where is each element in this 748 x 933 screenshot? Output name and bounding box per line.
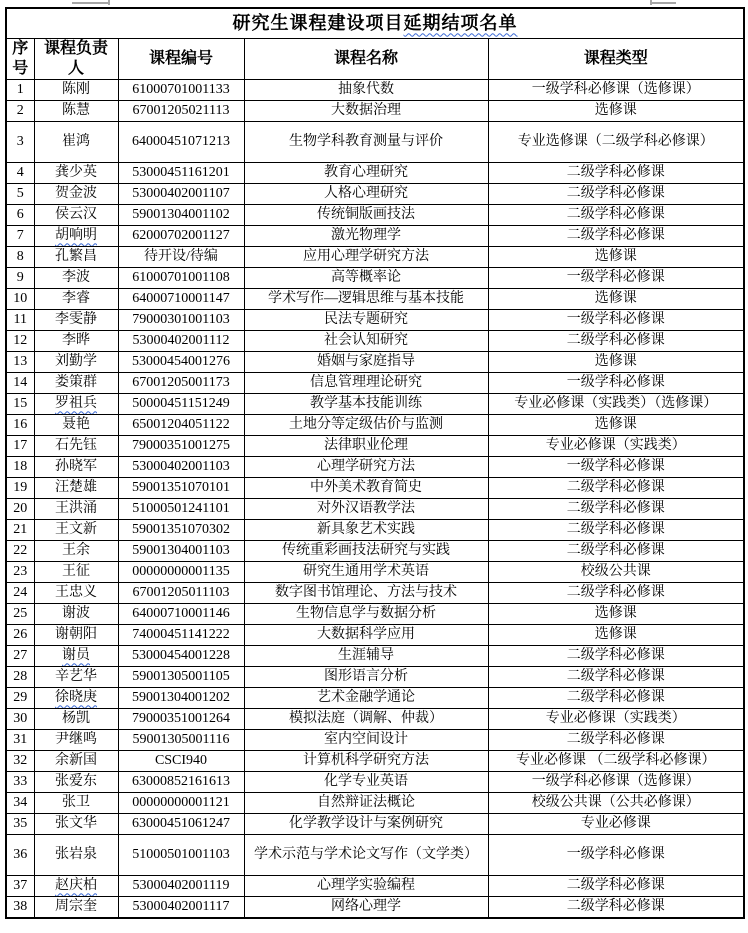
table-title [6, 8, 744, 39]
table-row [6, 457, 744, 478]
code-cell: 59001305001116 [118, 730, 244, 751]
table-row [6, 289, 744, 310]
course-name-cell: 计算机科学研究方法 [244, 751, 488, 772]
row-number-cell: 21 [6, 520, 34, 541]
leader-cell: 王征 [34, 562, 118, 583]
course-type-cell: 二级学科必修课 [488, 184, 744, 205]
leader-cell: 张爱东 [34, 772, 118, 793]
row-number-cell: 38 [6, 897, 34, 919]
code-cell: 53000454001228 [118, 646, 244, 667]
course-name-cell: 化学专业英语 [244, 772, 488, 793]
leader-cell: 刘勤学 [34, 352, 118, 373]
course-type-cell: 二级学科必修课 [488, 478, 744, 499]
row-number-cell: 7 [6, 226, 34, 247]
leader-cell: 侯云汉 [34, 205, 118, 226]
course-type-cell: 专业必修课（实践类）（选修课） [488, 394, 744, 415]
code-cell: 59001304001202 [118, 688, 244, 709]
table-row [6, 394, 744, 415]
leader-cell [34, 226, 118, 247]
course-name-cell: 生物学科教育测量与评价 [244, 122, 488, 163]
leader-cell [34, 646, 118, 667]
leader-cell: 张岩泉 [34, 835, 118, 876]
code-cell: 59001304001103 [118, 541, 244, 562]
course-name-cell: 生物信息学与数据分析 [244, 604, 488, 625]
leader-cell: 李晔 [34, 331, 118, 352]
row-number-cell: 23 [6, 562, 34, 583]
code-cell: 64000710001147 [118, 289, 244, 310]
course-name-cell: 生涯辅导 [244, 646, 488, 667]
course-name-cell: 法律职业伦理 [244, 436, 488, 457]
row-number-cell: 5 [6, 184, 34, 205]
code-cell: 59001351070302 [118, 520, 244, 541]
code-cell: 64000710001146 [118, 604, 244, 625]
leader-cell: 崔鸿 [34, 122, 118, 163]
leader-cell: 陈刚 [34, 80, 118, 101]
course-type-cell: 一级学科必修课 [488, 310, 744, 331]
leader-name-wavy: 徐晓庚 [55, 690, 97, 706]
leader-cell: 王忠义 [34, 583, 118, 604]
course-name-cell: 数字图书馆理论、方法与技术 [244, 583, 488, 604]
course-name-cell: 婚姻与家庭指导 [244, 352, 488, 373]
course-type-cell: 校级公共课 [488, 562, 744, 583]
leader-cell [34, 688, 118, 709]
course-name-cell: 抽象代数 [244, 80, 488, 101]
row-number-cell: 3 [6, 122, 34, 163]
course-type-cell: 专业必修课 [488, 814, 744, 835]
course-name-cell: 自然辩证法概论 [244, 793, 488, 814]
code-cell: 待开设/待编 [118, 247, 244, 268]
course-type-cell: 二级学科必修课 [488, 163, 744, 184]
table-row [6, 688, 744, 709]
column-header-code: 课程编号 [118, 39, 244, 80]
leader-cell: 贺金波 [34, 184, 118, 205]
code-cell: 51000501241101 [118, 499, 244, 520]
table-row [6, 205, 744, 226]
column-header-course-name: 课程名称 [244, 39, 488, 80]
course-name-cell: 教育心理研究 [244, 163, 488, 184]
table-row [6, 897, 744, 919]
table-body [6, 80, 744, 919]
row-number-cell: 9 [6, 268, 34, 289]
leader-cell: 龚少英 [34, 163, 118, 184]
table-row [6, 562, 744, 583]
course-name-cell: 学术示范与学术论文写作（文学类） [244, 835, 488, 876]
table-title-wavy-text: 延期结项名单 [403, 13, 518, 34]
row-number-cell: 37 [6, 876, 34, 897]
table-row [6, 268, 744, 289]
leader-cell: 王洪涌 [34, 499, 118, 520]
course-type-cell: 校级公共课（公共必修课） [488, 793, 744, 814]
code-cell: 53000402001117 [118, 897, 244, 919]
course-name-cell: 学术写作—逻辑思维与基本技能 [244, 289, 488, 310]
course-name-cell: 对外汉语教学法 [244, 499, 488, 520]
row-number-cell: 36 [6, 835, 34, 876]
course-type-cell: 二级学科必修课 [488, 646, 744, 667]
leader-name-wavy: 胡响明 [55, 228, 97, 244]
table-row [6, 772, 744, 793]
table-row [6, 667, 744, 688]
course-name-cell: 室内空间设计 [244, 730, 488, 751]
course-type-cell: 二级学科必修课 [488, 897, 744, 919]
course-name-cell: 网络心理学 [244, 897, 488, 919]
course-type-cell: 选修课 [488, 247, 744, 268]
leader-cell: 李波 [34, 268, 118, 289]
course-type-cell: 专业必修课（实践类） [488, 436, 744, 457]
row-number-cell: 28 [6, 667, 34, 688]
row-number-cell: 26 [6, 625, 34, 646]
row-number-cell: 18 [6, 457, 34, 478]
course-type-cell: 二级学科必修课 [488, 205, 744, 226]
table-row [6, 310, 744, 331]
course-name-cell: 新具象艺术实践 [244, 520, 488, 541]
code-cell: 53000454001276 [118, 352, 244, 373]
row-number-cell: 10 [6, 289, 34, 310]
course-name-cell: 教学基本技能训练 [244, 394, 488, 415]
leader-cell: 聂艳 [34, 415, 118, 436]
row-number-cell: 35 [6, 814, 34, 835]
table-row [6, 101, 744, 122]
course-name-cell: 应用心理学研究方法 [244, 247, 488, 268]
table-row [6, 499, 744, 520]
course-name-cell: 艺术金融学通论 [244, 688, 488, 709]
code-cell: 67001205001173 [118, 373, 244, 394]
course-type-cell: 选修课 [488, 415, 744, 436]
course-type-cell: 选修课 [488, 289, 744, 310]
table-row [6, 604, 744, 625]
row-number-cell: 20 [6, 499, 34, 520]
table-row [6, 709, 744, 730]
table-row [6, 478, 744, 499]
code-cell: CSCI940 [118, 751, 244, 772]
table-row [6, 415, 744, 436]
table-row [6, 436, 744, 457]
code-cell: 53000402001112 [118, 331, 244, 352]
leader-name-wavy: 罗祖兵 [55, 396, 97, 412]
table-row [6, 583, 744, 604]
leader-name-wavy: 谢员 [62, 648, 90, 664]
table-row [6, 226, 744, 247]
table-row [6, 331, 744, 352]
course-name-cell: 大数据科学应用 [244, 625, 488, 646]
code-cell: 79000301001103 [118, 310, 244, 331]
course-type-cell: 选修课 [488, 352, 744, 373]
row-number-cell: 16 [6, 415, 34, 436]
course-type-cell: 二级学科必修课 [488, 667, 744, 688]
course-type-cell: 专业必修课 （二级学科必修课） [488, 751, 744, 772]
course-type-cell: 专业必修课（实践类） [488, 709, 744, 730]
course-name-cell: 传统重彩画技法研究与实践 [244, 541, 488, 562]
code-cell: 51000501001103 [118, 835, 244, 876]
course-type-cell: 二级学科必修课 [488, 499, 744, 520]
row-number-cell: 30 [6, 709, 34, 730]
text-boundary-mark-horizontal [72, 2, 110, 4]
course-type-cell: 二级学科必修课 [488, 876, 744, 897]
column-header-no: 序号 [6, 39, 34, 80]
row-number-cell: 4 [6, 163, 34, 184]
row-number-cell: 17 [6, 436, 34, 457]
code-cell: 67001205011103 [118, 583, 244, 604]
row-number-cell: 11 [6, 310, 34, 331]
row-number-cell: 25 [6, 604, 34, 625]
leader-cell: 谢波 [34, 604, 118, 625]
course-name-cell: 社会认知研究 [244, 331, 488, 352]
row-number-cell: 27 [6, 646, 34, 667]
table-row [6, 247, 744, 268]
row-number-cell: 12 [6, 331, 34, 352]
course-name-cell: 心理学研究方法 [244, 457, 488, 478]
table-row [6, 876, 744, 897]
course-type-cell: 二级学科必修课 [488, 226, 744, 247]
course-type-cell: 二级学科必修课 [488, 730, 744, 751]
course-type-cell: 一级学科必修课 [488, 835, 744, 876]
course-type-cell: 一级学科必修课 [488, 373, 744, 394]
leader-cell: 李雯静 [34, 310, 118, 331]
code-cell: 61000701001108 [118, 268, 244, 289]
course-type-cell: 二级学科必修课 [488, 331, 744, 352]
leader-cell: 孔繁昌 [34, 247, 118, 268]
course-name-cell: 研究生通用学术英语 [244, 562, 488, 583]
header-row [6, 39, 744, 80]
course-type-cell: 二级学科必修课 [488, 520, 744, 541]
table-row [6, 184, 744, 205]
row-number-cell: 1 [6, 80, 34, 101]
code-cell: 53000402001119 [118, 876, 244, 897]
code-cell: 63000852161613 [118, 772, 244, 793]
leader-cell: 汪楚雄 [34, 478, 118, 499]
code-cell: 79000351001264 [118, 709, 244, 730]
code-cell: 79000351001275 [118, 436, 244, 457]
course-name-cell: 人格心理研究 [244, 184, 488, 205]
leader-cell: 杨凯 [34, 709, 118, 730]
leader-cell: 张卫 [34, 793, 118, 814]
table-row [6, 730, 744, 751]
course-name-cell: 化学教学设计与案例研究 [244, 814, 488, 835]
row-number-cell: 8 [6, 247, 34, 268]
course-name-cell: 土地分等定级估价与监测 [244, 415, 488, 436]
table-row [6, 352, 744, 373]
row-number-cell: 6 [6, 205, 34, 226]
row-number-cell: 19 [6, 478, 34, 499]
leader-cell: 张文华 [34, 814, 118, 835]
course-type-cell: 二级学科必修课 [488, 541, 744, 562]
leader-cell: 娄策群 [34, 373, 118, 394]
row-number-cell: 29 [6, 688, 34, 709]
code-cell: 53000402001103 [118, 457, 244, 478]
course-name-cell: 模拟法庭（调解、仲裁） [244, 709, 488, 730]
course-type-cell: 选修课 [488, 101, 744, 122]
text-boundary-mark-vertical [650, 0, 652, 5]
text-boundary-mark-vertical [108, 0, 110, 5]
course-name-cell: 中外美术教育简史 [244, 478, 488, 499]
course-name-cell: 民法专题研究 [244, 310, 488, 331]
leader-cell: 谢朝阳 [34, 625, 118, 646]
leader-cell: 尹继鸣 [34, 730, 118, 751]
row-number-cell: 15 [6, 394, 34, 415]
code-cell: 62000702001127 [118, 226, 244, 247]
table-row [6, 793, 744, 814]
course-type-cell: 一级学科必修课（选修课） [488, 80, 744, 101]
code-cell: 59001304001102 [118, 205, 244, 226]
table-row [6, 122, 744, 163]
table-row [6, 520, 744, 541]
row-number-cell: 34 [6, 793, 34, 814]
code-cell: 74000451141222 [118, 625, 244, 646]
course-type-cell: 二级学科必修课 [488, 688, 744, 709]
row-number-cell: 13 [6, 352, 34, 373]
row-number-cell: 2 [6, 101, 34, 122]
code-cell: 61000701001133 [118, 80, 244, 101]
table-row [6, 646, 744, 667]
course-name-cell: 图形语言分析 [244, 667, 488, 688]
leader-cell: 辛艺华 [34, 667, 118, 688]
course-name-cell: 信息管理理论研究 [244, 373, 488, 394]
code-cell: 00000000001135 [118, 562, 244, 583]
code-cell: 65001204051122 [118, 415, 244, 436]
code-cell: 63000451061247 [118, 814, 244, 835]
table-row [6, 163, 744, 184]
row-number-cell: 14 [6, 373, 34, 394]
table-row [6, 373, 744, 394]
leader-name-wavy: 赵庆柏 [55, 878, 97, 894]
course-type-cell: 选修课 [488, 604, 744, 625]
code-cell: 53000451161201 [118, 163, 244, 184]
code-cell: 59001305001105 [118, 667, 244, 688]
code-cell: 50000451151249 [118, 394, 244, 415]
leader-cell: 李睿 [34, 289, 118, 310]
table-row [6, 541, 744, 562]
row-number-cell: 22 [6, 541, 34, 562]
code-cell: 00000000001121 [118, 793, 244, 814]
leader-cell [34, 876, 118, 897]
row-number-cell: 24 [6, 583, 34, 604]
table-row [6, 814, 744, 835]
course-type-cell: 选修课 [488, 625, 744, 646]
column-header-leader: 课程负责人 [34, 39, 118, 80]
leader-cell: 王余 [34, 541, 118, 562]
text-boundary-mark-horizontal [650, 2, 676, 4]
course-name-cell: 高等概率论 [244, 268, 488, 289]
leader-cell: 余新国 [34, 751, 118, 772]
course-type-cell: 一级学科必修课 [488, 457, 744, 478]
table-title-text: 研究生课程建设项目 [232, 13, 404, 34]
column-header-course-type: 课程类型 [488, 39, 744, 80]
code-cell: 53000402001107 [118, 184, 244, 205]
leader-cell: 周宗奎 [34, 897, 118, 919]
table-row [6, 80, 744, 101]
course-name-cell: 心理学实验编程 [244, 876, 488, 897]
leader-cell: 石先钰 [34, 436, 118, 457]
course-name-cell: 激光物理学 [244, 226, 488, 247]
row-number-cell: 33 [6, 772, 34, 793]
title-row [6, 8, 744, 39]
code-cell: 64000451071213 [118, 122, 244, 163]
table-row [6, 751, 744, 772]
code-cell: 59001351070101 [118, 478, 244, 499]
course-type-cell: 二级学科必修课 [488, 583, 744, 604]
row-number-cell: 32 [6, 751, 34, 772]
course-extension-table [5, 7, 745, 919]
leader-cell [34, 394, 118, 415]
course-type-cell: 专业选修课（二级学科必修课） [488, 122, 744, 163]
course-type-cell: 一级学科必修课（选修课） [488, 772, 744, 793]
table-row [6, 625, 744, 646]
leader-cell: 孙晓军 [34, 457, 118, 478]
table-row [6, 835, 744, 876]
course-name-cell: 传统铜版画技法 [244, 205, 488, 226]
row-number-cell: 31 [6, 730, 34, 751]
leader-cell: 王文新 [34, 520, 118, 541]
leader-cell: 陈慧 [34, 101, 118, 122]
course-name-cell: 大数据治理 [244, 101, 488, 122]
course-type-cell: 一级学科必修课 [488, 268, 744, 289]
code-cell: 67001205021113 [118, 101, 244, 122]
